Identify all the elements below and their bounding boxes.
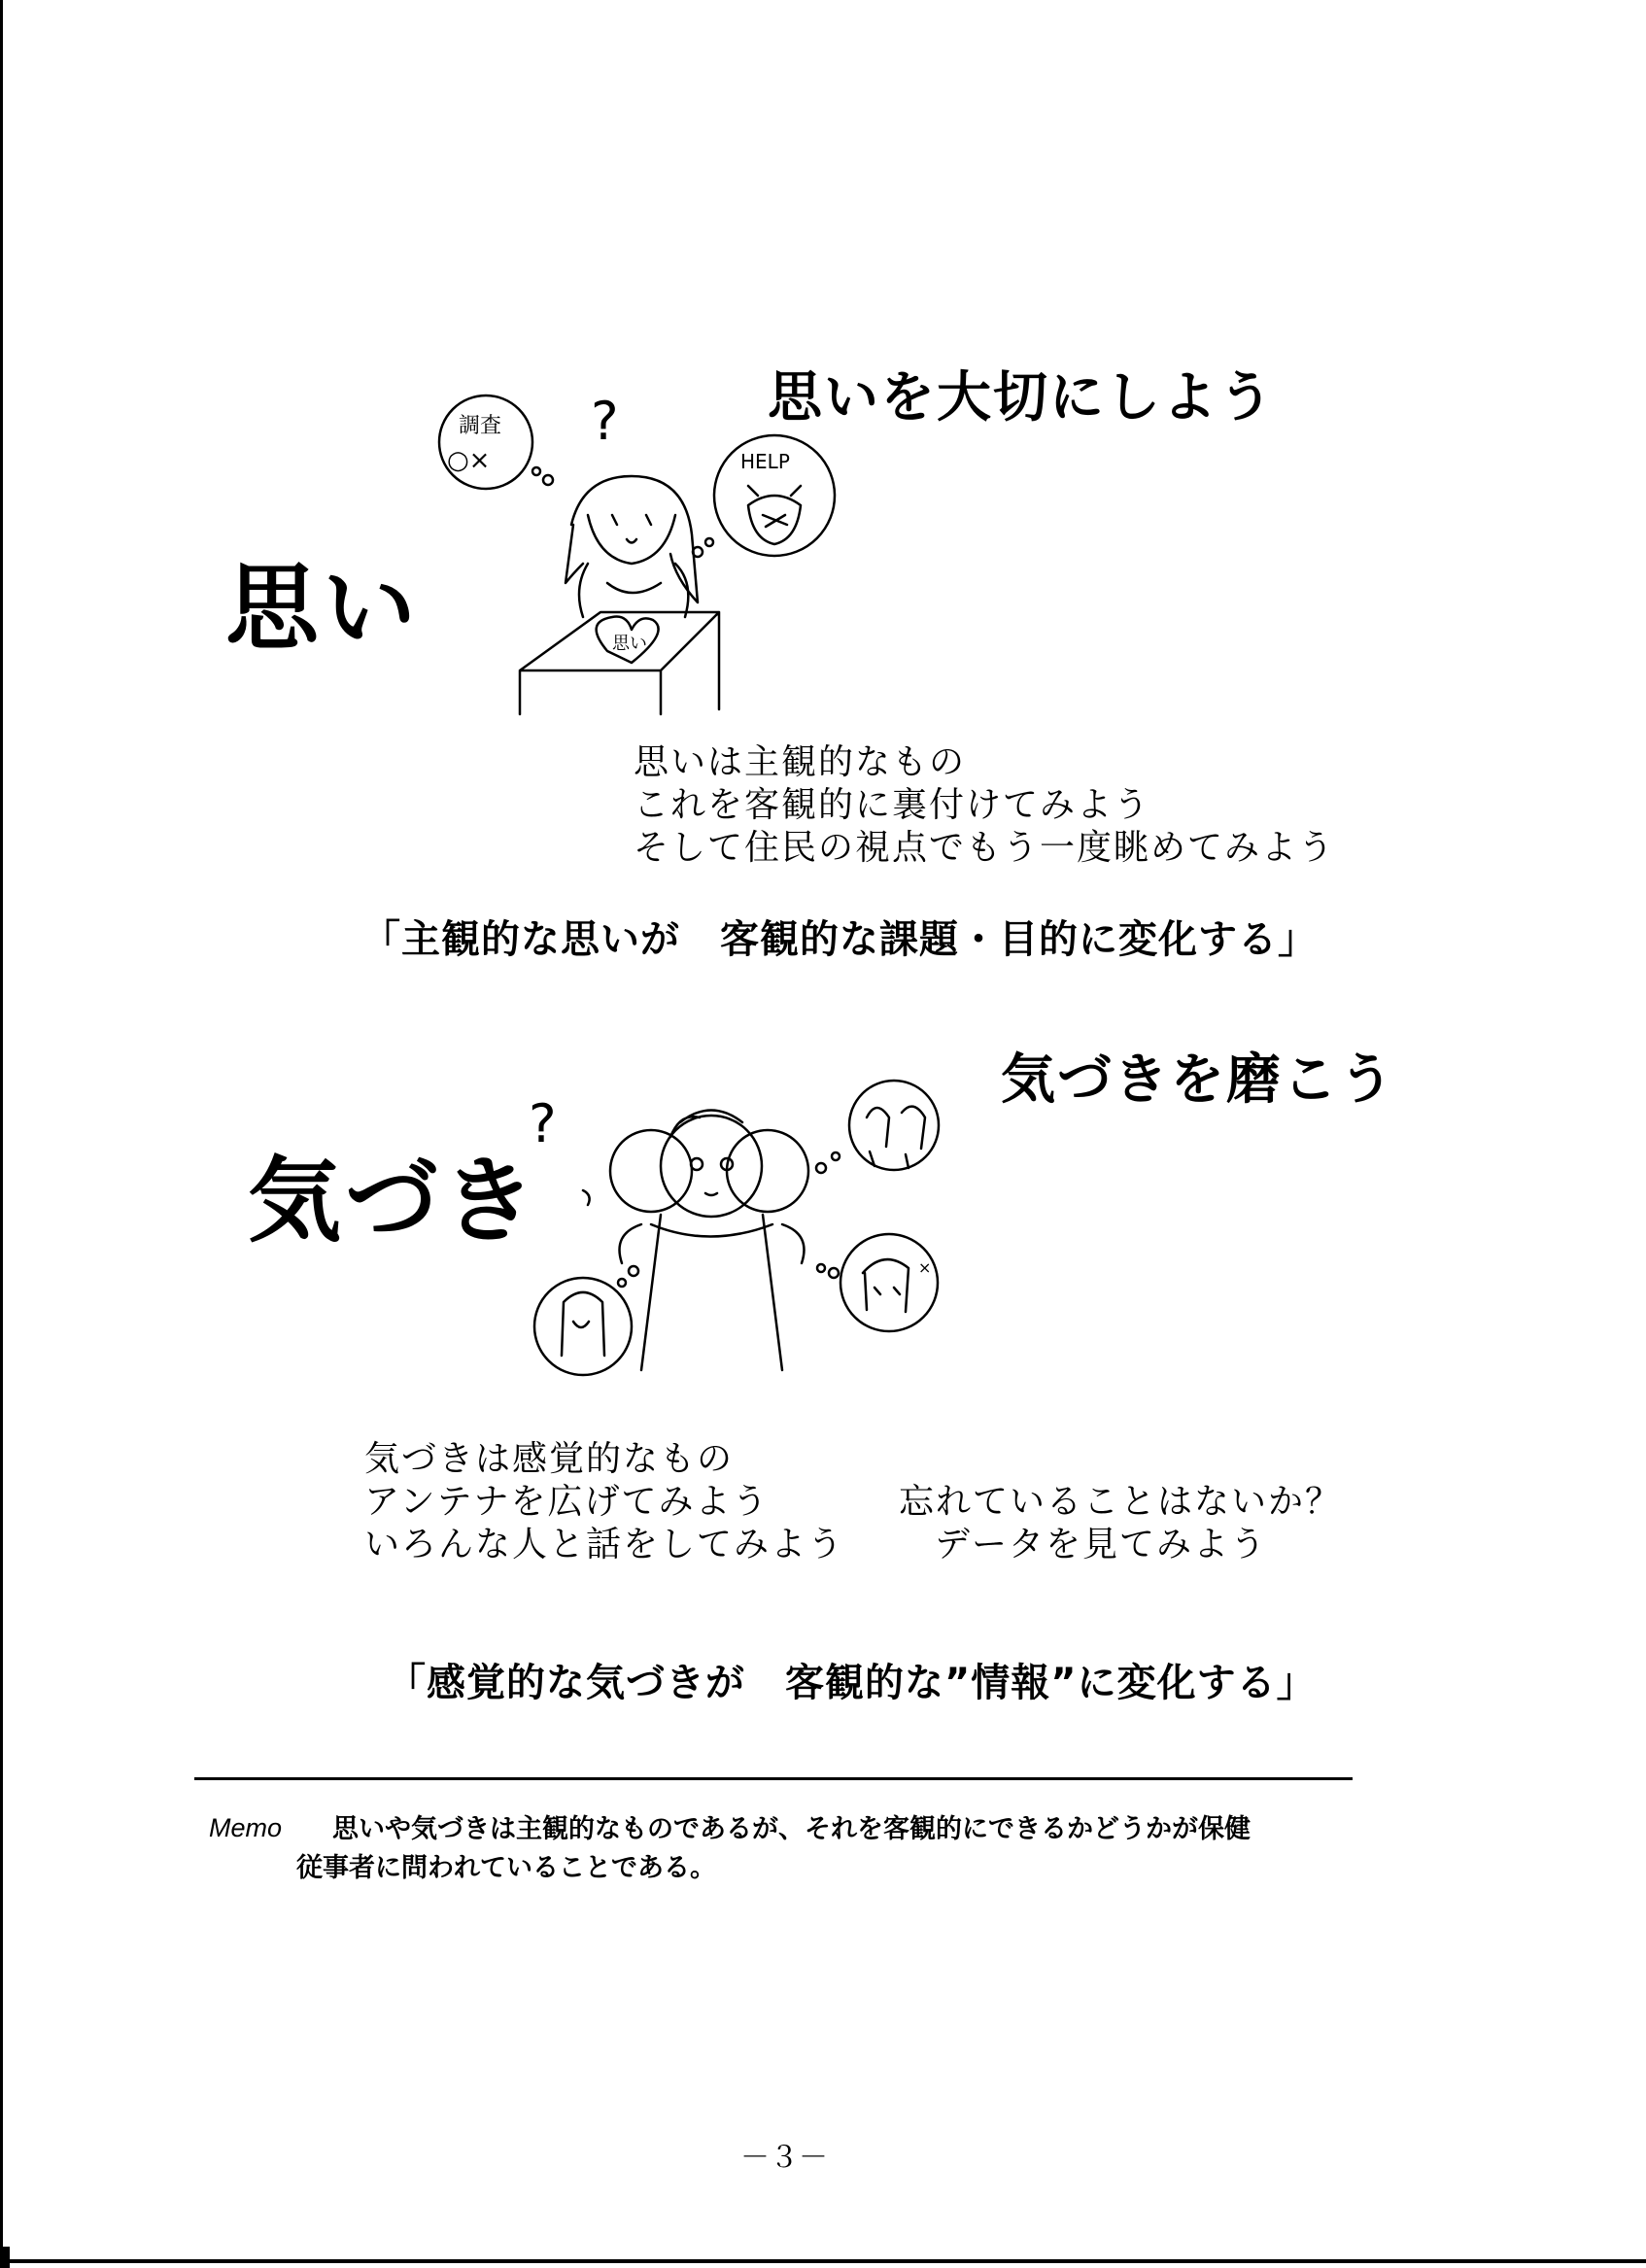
section1-illustration bbox=[428, 379, 855, 729]
girl-face bbox=[588, 515, 675, 564]
section1-line-2: これを客観的に裏付けてみよう bbox=[634, 785, 1151, 825]
page-number: －３－ bbox=[740, 2141, 828, 2175]
question-mark-icon: ? bbox=[529, 1093, 557, 1154]
memo-line-1: 思いや気づきは主観的なものであるが、それを客観的にできるかどうかが保健 bbox=[332, 1814, 1251, 1844]
section1-heading: 思いを大切にしよう bbox=[768, 366, 1275, 430]
memo-label: Memo bbox=[209, 1813, 283, 1842]
thought-bubble-survey-label-top: 調査 bbox=[459, 414, 502, 438]
small-mark-icon: × bbox=[918, 1258, 932, 1277]
desk bbox=[520, 612, 719, 714]
section2-right-line-2: データを見てみよう bbox=[935, 1525, 1268, 1564]
section2-left-line-1: 気づきは感覚的なもの bbox=[364, 1439, 735, 1479]
section2-right-line-1: 忘れていることはないか？ bbox=[899, 1482, 1343, 1522]
page-left-edge bbox=[0, 0, 3, 2268]
heart-label: 思い bbox=[612, 634, 647, 654]
girl-hair bbox=[566, 476, 698, 602]
thought-bubble-survey-label-bottom: ○× bbox=[447, 446, 491, 475]
question-mark-icon: ? bbox=[591, 391, 619, 452]
section2-illustration bbox=[525, 1079, 952, 1399]
child-body bbox=[641, 1215, 782, 1370]
section2-left-line-3: いろんな人と話をしてみよう bbox=[364, 1525, 845, 1564]
section2-left-line-2: アンテナを広げてみよう bbox=[364, 1482, 770, 1522]
section2-big-word: 気づき bbox=[248, 1147, 539, 1255]
thought-bubble-help-label: HELP bbox=[740, 450, 790, 473]
page-corner-mark bbox=[0, 2247, 10, 2268]
section1-big-word: 思い bbox=[225, 554, 420, 663]
memo-line-2: 従事者に問われていることである。 bbox=[296, 1853, 716, 1883]
section1-quote: 「主観的な思いが 客観的な課題・目的に変化する」 bbox=[361, 917, 1318, 962]
thought-bubble-data bbox=[840, 1234, 938, 1331]
memo-divider bbox=[194, 1777, 1353, 1780]
section1-line-3: そして住民の視点でもう一度眺めてみよう bbox=[634, 828, 1336, 868]
child-head-right bbox=[727, 1130, 808, 1212]
child-head-left bbox=[610, 1130, 692, 1212]
child-head-center bbox=[661, 1116, 762, 1217]
page-bottom-edge bbox=[0, 2259, 1646, 2263]
section1-line-1: 思いは主観的なもの bbox=[634, 742, 967, 782]
section2-heading: 気づきを磨こう bbox=[1001, 1048, 1395, 1112]
section2-quote: 「感覚的な気づきが 客観的な”情報”に変化する」 bbox=[387, 1661, 1317, 1705]
girl-body bbox=[579, 564, 688, 617]
